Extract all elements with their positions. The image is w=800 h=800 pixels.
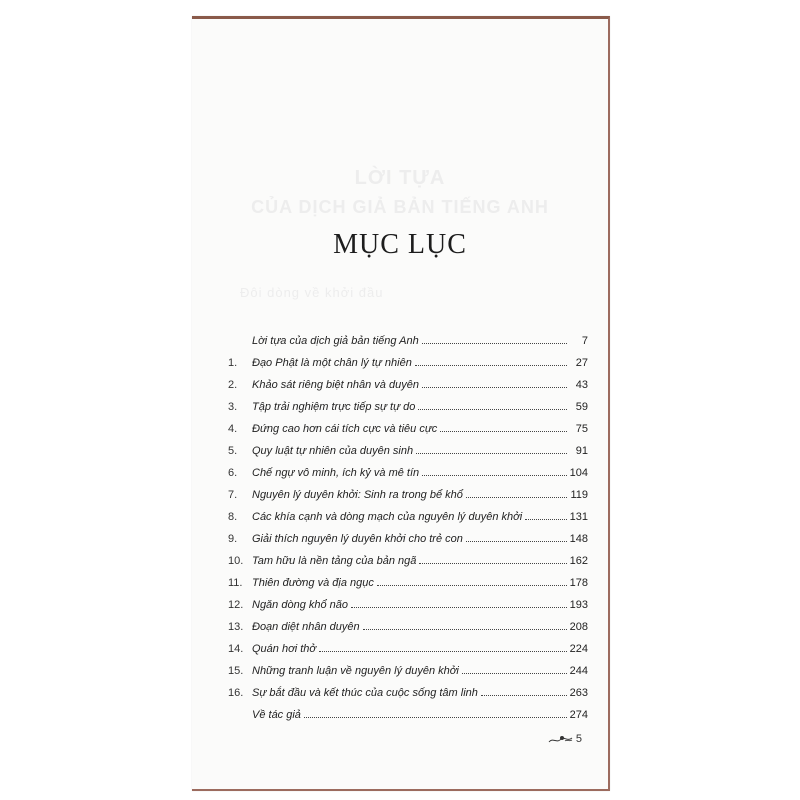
toc-entry-title: Thiên đường và địa ngục <box>252 577 374 589</box>
toc-entry-page: 178 <box>569 577 588 589</box>
bleed-through-line-1: LỜI TỰA <box>354 167 446 189</box>
dot-leader <box>377 584 567 586</box>
toc-entry-title: Tam hữu là nền tảng của bản ngã <box>252 555 417 567</box>
toc-entry-page: 91 <box>575 445 588 457</box>
toc-entry-title: Tập trải nghiệm trực tiếp sự tự do <box>252 401 416 413</box>
dot-leader <box>525 518 566 520</box>
dot-leader <box>304 716 567 718</box>
toc-entry <box>228 347 588 369</box>
dot-leader <box>419 562 566 564</box>
toc-entry-number: 12. <box>228 599 244 611</box>
dot-leader <box>418 408 567 410</box>
ornament-icon <box>548 733 574 745</box>
toc-entry-number: 16. <box>228 687 244 699</box>
toc-entry-title: Nguyên lý duyên khởi: Sinh ra trong bể khổ <box>252 489 463 501</box>
toc-entry-number: 11. <box>228 577 243 589</box>
toc-entry <box>228 325 588 347</box>
dot-leader <box>351 606 567 608</box>
dot-leader <box>416 452 567 454</box>
toc-entry-number: 10. <box>228 555 244 567</box>
toc-entry-page: 148 <box>569 533 588 545</box>
toc-entry-title: Những tranh luận về nguyên lý duyên khởi <box>252 665 459 677</box>
toc-entry-number: 15. <box>228 665 244 677</box>
toc-entry <box>228 699 588 721</box>
toc-entry-number: 7. <box>228 489 238 501</box>
toc-entry-number: 3. <box>228 401 238 413</box>
toc-entry-page: 59 <box>575 401 588 413</box>
toc-entry-page: 43 <box>575 379 588 391</box>
dot-leader <box>319 650 567 652</box>
toc-entry <box>228 655 588 677</box>
toc-entry <box>228 567 588 589</box>
toc-entry-number: 4. <box>228 423 238 435</box>
toc-entry-page: 263 <box>569 687 588 699</box>
table-of-contents <box>228 325 588 721</box>
book-page <box>192 16 610 791</box>
toc-entry-title: Sự bắt đầu và kết thúc của cuộc sống tâm linh <box>252 687 478 699</box>
toc-entry-number: 2. <box>228 379 238 391</box>
page-footer <box>548 733 582 745</box>
toc-entry <box>228 611 588 633</box>
toc-entry <box>228 413 588 435</box>
toc-entry-page: 208 <box>569 621 588 633</box>
toc-entry-page: 162 <box>569 555 588 567</box>
toc-entry-title: Về tác giả <box>252 709 301 721</box>
toc-entry <box>228 677 588 699</box>
dot-leader <box>440 430 567 432</box>
toc-entry-number: 9. <box>228 533 238 545</box>
toc-entry <box>228 523 588 545</box>
toc-entry-page: 244 <box>569 665 588 677</box>
toc-entry-title: Quy luật tự nhiên của duyên sinh <box>252 445 414 457</box>
toc-entry <box>228 457 588 479</box>
toc-entry-title: Ngăn dòng khổ não <box>252 599 349 611</box>
toc-entry-number: 6. <box>228 467 238 479</box>
toc-entry-title: Đoạn diệt nhân duyên <box>252 621 360 633</box>
dot-leader <box>422 474 566 476</box>
page-number: 5 <box>575 733 582 745</box>
toc-entry-page: 274 <box>569 709 588 721</box>
toc-entry-page: 75 <box>575 423 588 435</box>
bleed-through-line-3: Đôi dòng về khởi đầu <box>240 285 384 300</box>
dot-leader <box>481 694 567 696</box>
toc-entry-title: Giải thích nguyên lý duyên khởi cho trẻ con <box>252 533 463 545</box>
dot-leader <box>363 628 567 630</box>
bleed-through-line-2: CỦA DỊCH GIẢ BẢN TIẾNG ANH <box>251 197 549 217</box>
toc-entry-title: Khảo sát riêng biệt nhân và duyên <box>252 379 419 391</box>
toc-entry-title: Đạo Phật là một chân lý tự nhiên <box>252 357 412 369</box>
toc-entry <box>228 369 588 391</box>
toc-entry <box>228 633 588 655</box>
dot-leader <box>466 496 567 498</box>
toc-entry-number: 8. <box>228 511 238 523</box>
dot-leader <box>462 672 567 674</box>
dot-leader <box>422 386 567 388</box>
toc-entry-title: Các khía cạnh và dòng mạch của nguyên lý duyên khởi <box>252 511 523 523</box>
toc-entry-title: Chế ngự vô minh, ích kỷ và mê tín <box>252 467 420 479</box>
toc-entry <box>228 391 588 413</box>
toc-entry-page: 193 <box>569 599 588 611</box>
page-title: MỤC LỤC <box>333 229 467 260</box>
dot-leader <box>415 364 567 366</box>
toc-entry-page: 104 <box>569 467 588 479</box>
toc-entry <box>228 501 588 523</box>
toc-entry-page: 224 <box>569 643 588 655</box>
toc-entry-title: Lời tựa của dịch giả bản tiếng Anh <box>252 335 419 347</box>
toc-entry-title: Đứng cao hơn cái tích cực và tiêu cực <box>252 423 438 435</box>
toc-entry-number: 14. <box>228 643 244 655</box>
toc-entry-number: 5. <box>228 445 238 457</box>
toc-entry-page: 27 <box>575 357 588 369</box>
toc-entry <box>228 479 588 501</box>
toc-entry-page: 131 <box>569 511 588 523</box>
toc-entry-title: Quán hơi thở <box>252 643 317 655</box>
toc-entry <box>228 589 588 611</box>
toc-entry-number: 1. <box>228 357 238 369</box>
toc-entry <box>228 435 588 457</box>
dot-leader <box>422 342 567 344</box>
toc-entry-page: 7 <box>581 335 588 347</box>
toc-entry <box>228 545 588 567</box>
dot-leader <box>466 540 567 542</box>
toc-entry-number: 13. <box>228 621 244 633</box>
toc-entry-page: 119 <box>570 489 588 501</box>
